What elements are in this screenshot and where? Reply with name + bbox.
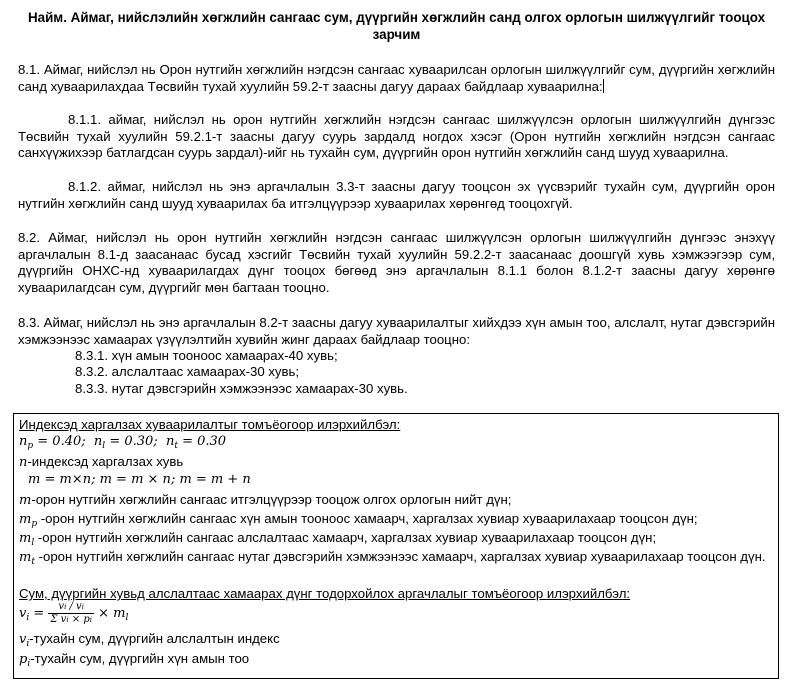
mt-symbol: $m_t$ (19, 550, 35, 567)
nl-symbol: n (93, 434, 103, 449)
ml-symbol: $m_l$ (19, 531, 35, 548)
text-cursor (603, 79, 604, 93)
mt-desc: -орон нутгийн хөгжлийн сангаас нутаг дэвсгэрийн хэмжээнээс хамаарч, харгалзах хувиар хуваарилахаар тооцсон дүн. (38, 549, 766, 564)
n-symbol: n (19, 455, 28, 470)
m-desc: -орон нутгийн хөгжлийн сангаас итгэлцүүрээр тооцож олгох орлогын нийт дүн; (31, 492, 512, 507)
mt-definition (19, 549, 773, 571)
m-definition (19, 492, 511, 510)
paragraph-8-1-text: 8.1. Аймаг, нийслэл нь Орон нутгийн хөгжлийн нэгдсэн сангаас хуваарилсан орлогын шилжүүлгийг сум, дүүргийн хөгжлийн санд хуваарилахдаа Төсвийн тухай хуулийн 59.2-т заасны дагуу дараах байдлаар хуваарилна: (18, 62, 775, 94)
weights-formula (19, 434, 226, 455)
formula-heading-2: Сум, дүүргийн хувьд алслалтаас хамаарах дүнг тодорхойлох аргачлалыг томъёогоор илэрхийлбэл: (19, 586, 631, 601)
list-item: 8.3.1. хүн амын тооноос хамаарах-40 хувь; (75, 348, 338, 363)
nl-subscript: l (102, 441, 106, 451)
paragraph-8-3: 8.3. Аймаг, нийслэл нь энэ аргачлалын 8.2-т заасны дагуу хуваарилалтыг хийхдээ хүн амын тоо, алслалт, нутаг дэвсгэрийн хэмжээнээс хамаарах үзүүлэлтийн хувийн жинг дараах байдлаар тооцно: (18, 315, 775, 347)
pi-symbol: $p_i$ (19, 652, 31, 669)
list-item: 8.3.2. алслалтаас хамаарах-30 хувь; (75, 364, 300, 379)
np-subscript: p (27, 441, 34, 451)
mp-desc: -орон нутгийн хөгжлийн сангаас хүн амын тооноос хамаарч, харгалзах хувиар хуваарилахаар тооцсон дүн; (40, 511, 698, 526)
nt-symbol: n (165, 434, 175, 449)
vi-desc: -тухайн сум, дүүргийн алслалтын индекс (29, 631, 280, 646)
pi-desc: -тухайн сум, дүүргийн хүн амын тоо (30, 651, 250, 666)
vi-symbol: $v_i$ (19, 632, 30, 649)
nt-subscript: t (174, 441, 178, 451)
nt-value: = 0.30 (182, 434, 227, 449)
paragraph-8-1-1: 8.1.1. аймаг, нийслэл нь орон нутгийн хөгжлийн нэгдсэн сангаас шилжүүлсэн орлогын шилжүүлгийн дүнгээс Төсвийн тухай хуулийн 59.2.1-т заасны дагуу суурь зардалд ногдох хэсэг (Орон нутгийн хөгжлийн нэгдсэн сангаас санхүүжихээр батлагдсан суурь зардал)-ийг нь тухайн сум, дүүргийн орон нутгийн хөгжлийн санд шууд хуваарилна. (18, 112, 775, 160)
n-desc: -индексэд харгалзах хувь (27, 454, 184, 469)
formula-box (13, 413, 779, 679)
np-symbol: n (19, 434, 28, 449)
n-definition (19, 454, 183, 472)
ml-desc: -орон нутгийн хөгжлийн сангаас алслалтаас хамаарч, харгалзах хувиар хуваарилахаар тооцсон дүн; (37, 530, 657, 545)
vi-definition (19, 631, 280, 653)
mp-symbol: $m_p$ (19, 512, 38, 529)
allocation-formula: m = m×n; m = m × n; m = m + n (28, 472, 251, 487)
list-item: 8.3.3. нутаг дэвсгэрийн хэмжээнээс хамаарах-30 хувь. (75, 381, 408, 396)
paragraph-8-1 (18, 62, 775, 95)
nl-value: = 0.30; (109, 434, 158, 449)
paragraph-8-2: 8.2. Аймаг, нийслэл нь орон нутгийн хөгжлийн нэгдсэн сангаас шилжүүлсэн орлогын шилжүүлгийн дүнгээс энэхүү аргачлалын 8.1-д заасанаас бусад хэсгийг Төсвийн тухай хуулийн 59.2.2-т заасанаас доошгүй хувь хэмжээгээр сум, дүүргийн ОНХС-нд хуваарилагдах дүнг тооцох бөгөөд энэ аргачлалын 8.1.1 болон 8.1.2-т заасны дагуу хөрөнгө хуваарилагдсан сум, дүүргийг мөн багтаан тооцно. (18, 230, 775, 295)
paragraph-8-1-2: 8.1.2. аймаг, нийслэл нь энэ аргачлалын 3.3-т заасны дагуу тооцсон эх үүсвэрийг тухайн сум, дүүргийн орон нутгийн хөгжлийн санд шууд хуваарилах ба итгэлцүүрээр хуваарилах хөрөнгөд тооцохгүй. (18, 179, 775, 211)
m-symbol: m (19, 493, 32, 508)
np-value: = 0.40; (37, 434, 86, 449)
formula-heading: Индексэд харгалзах хуваарилалтыг томъёогоор илэрхийлбэл: (19, 417, 401, 432)
section-title: Найм. Аймаг, нийслэлийн хөгжлийн сангаас сум, дүүргийн хөгжлийн санд олгох орлогын шилжүүлгийг тооцох зарчим (27, 10, 766, 42)
remoteness-formula: $v_i$ = $\frac{vi / vi}{\text{Σ vi × pi}}$ × $m_l$ (19, 601, 129, 625)
remoteness-fraction: $\frac{vi / vi}{\text{Σ vi × pi}}$ (50, 601, 92, 625)
pi-definition (19, 651, 249, 673)
